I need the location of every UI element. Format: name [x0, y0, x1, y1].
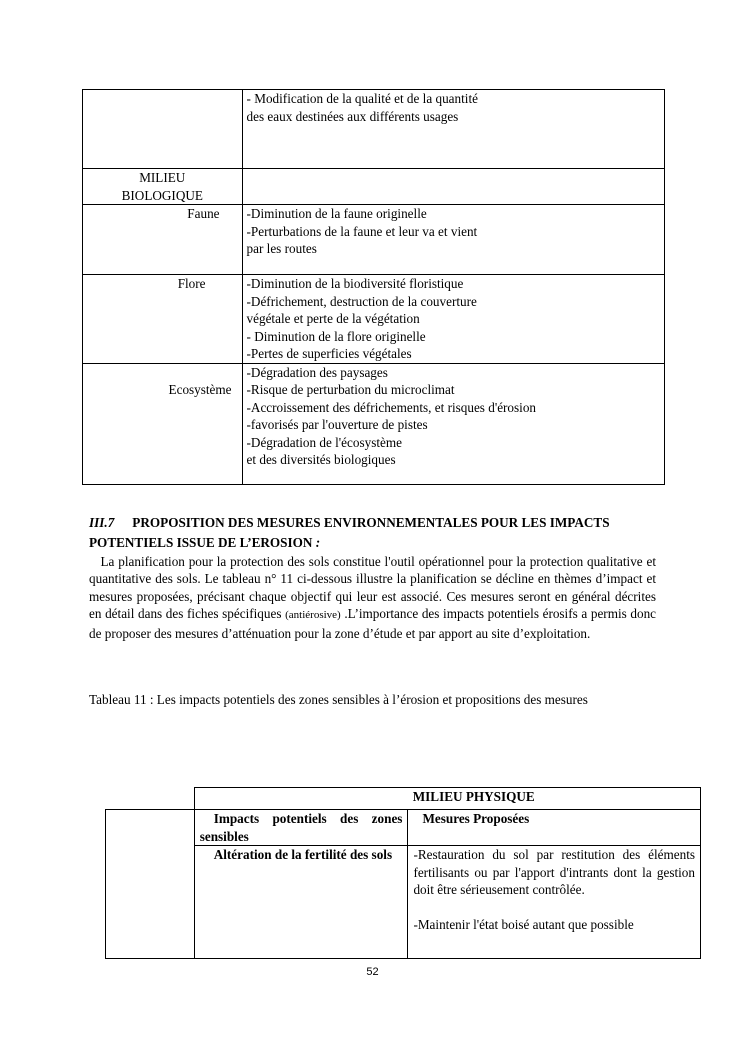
impacts-cell	[242, 169, 664, 205]
section-heading	[89, 513, 659, 553]
impact-line: végétale et perte de la végétation	[246, 311, 420, 326]
paragraph-text: .L’importance des impacts potentiels érosifs a permis donc de proposer des mesures d’atténuation pour la zone d’étude et par apport au site d’exploitation.	[89, 606, 657, 641]
table-caption: Tableau 11 : Les impacts potentiels des zones sensibles à l’érosion et propositions des mesures	[89, 692, 588, 707]
section-title: PROPOSITION DES MESURES ENVIRONNEMENTALES POUR LES IMPACTS POTENTIELS ISSUE DE L’EROSION	[89, 515, 610, 550]
row-label-cell	[83, 363, 243, 484]
row-label-cell	[83, 90, 243, 169]
paragraph-text: La planification pour la protection des sols constitue l'outil opérationnel pour la protection qualitative et quantitative des sols. Le tableau n° 11 ci-dessous illustre la planification se décline en thèmes d’impact et mesures proposées, précisant chaque objectif qui leur est associé. Ces mesures seront en général décrites en détail dans des fiches spécifiques	[89, 554, 657, 622]
table-row	[106, 788, 701, 810]
measure-text: -Restauration du sol par restitution des éléments fertilisants ou par l'apport d'intrants dont la gestion doit être sérieusement contrôlée.	[413, 847, 695, 897]
measure-text: -Maintenir l'état boisé autant que possible	[413, 916, 634, 932]
impacts-table	[82, 89, 665, 485]
row-label-cell	[83, 275, 243, 364]
table-row	[106, 846, 701, 959]
empty-cell	[106, 788, 195, 810]
paragraph-small-text: (antiérosive)	[285, 609, 341, 622]
milieu-biologique-label: BIOLOGIQUE	[121, 187, 203, 203]
table-row	[83, 169, 665, 205]
measures-table	[105, 787, 701, 959]
impact-line: -favorisés par l'ouverture de pistes	[246, 417, 428, 432]
measure-cell	[408, 846, 701, 959]
table-row	[83, 363, 665, 484]
row-label-cell	[83, 169, 243, 205]
impacts-cell	[242, 205, 664, 275]
row-label-cell	[83, 205, 243, 275]
impact-line: - Modification de la qualité et de la quantité	[246, 91, 478, 106]
impact-line: -Accroissement des défrichements, et risques d'érosion	[246, 399, 537, 415]
milieu-physique-header: MILIEU PHYSIQUE	[194, 788, 700, 810]
impact-line: -Défrichement, destruction de la couverture	[246, 293, 477, 309]
section-number: III.7	[89, 515, 115, 530]
impact-line: -Risque de perturbation du microclimat	[246, 382, 455, 397]
table-row	[83, 275, 665, 364]
impact-line: - Diminution de la flore originelle	[246, 328, 426, 344]
flore-label: Flore	[177, 276, 206, 291]
measures-column-header: Mesures Proposées	[408, 810, 701, 846]
impacts-cell	[242, 90, 664, 169]
section-title-suffix: :	[315, 535, 321, 550]
impact-line: -Pertes de superficies végétales	[246, 346, 412, 361]
impact-line: -Diminution de la biodiversité floristique	[246, 276, 464, 291]
impact-line: des eaux destinées aux différents usages	[246, 108, 459, 124]
impact-line: -Diminution de la faune originelle	[246, 206, 427, 221]
impacts-cell	[242, 275, 664, 364]
impact-line: par les routes	[246, 241, 317, 256]
table-row	[83, 90, 665, 169]
empty-cell	[106, 810, 195, 959]
impact-line: -Perturbations de la faune et leur va et vient	[246, 223, 478, 239]
faune-label: Faune	[187, 206, 220, 221]
impact-line: -Dégradation des paysages	[246, 364, 388, 380]
table-row	[83, 205, 665, 275]
body-paragraph	[89, 553, 656, 642]
impacts-cell	[242, 363, 664, 484]
milieu-biologique-label: MILIEU	[139, 170, 186, 185]
impacts-column-header: Impacts potentiels des zones sensibles	[194, 810, 408, 846]
impact-line: -Dégradation de l'écosystème	[246, 434, 402, 450]
impact-line: et des diversités biologiques	[246, 452, 396, 467]
table-row	[106, 810, 701, 846]
ecosysteme-label: Ecosystème	[168, 381, 232, 397]
impact-cell: Altération de la fertilité des sols	[194, 846, 408, 959]
page-number: 52	[366, 966, 379, 978]
